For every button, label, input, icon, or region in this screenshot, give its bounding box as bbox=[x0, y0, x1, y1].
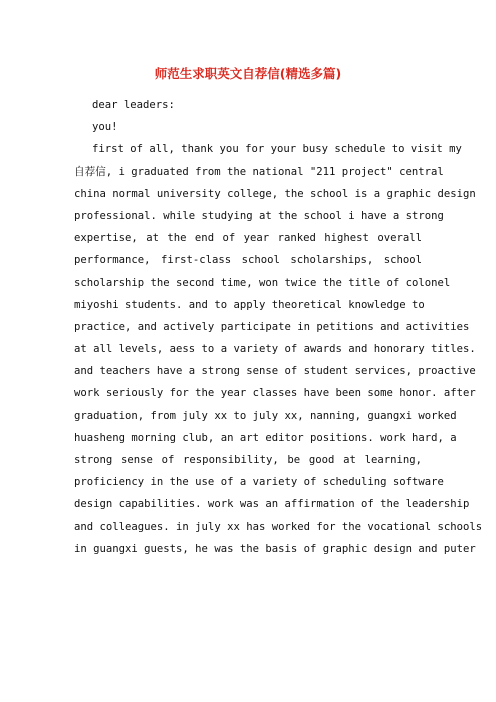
paragraph-line: expertise, at the end of year ranked highest overall bbox=[74, 232, 422, 245]
salutation-line: you! bbox=[92, 121, 118, 134]
paragraph-line: professional. while studying at the school i have a strong bbox=[74, 209, 444, 222]
paragraph-line: performance, first-class school scholarships, school bbox=[74, 254, 422, 267]
paragraph-line: scholarship the second time, won twice the title of colonel bbox=[74, 276, 451, 289]
paragraph-line: strong sense of responsibility, be good at learning, bbox=[74, 454, 422, 466]
greeting-line: dear leaders: bbox=[92, 99, 175, 111]
paragraph-line: at all levels, aess to a variety of awards and honorary titles. bbox=[74, 343, 476, 356]
document-title: 师范生求职英文自荐信(精选多篇) bbox=[154, 66, 342, 81]
paragraph-line: practice, and actively participate in petitions and activities bbox=[74, 320, 470, 333]
letter-body bbox=[74, 94, 483, 560]
paragraph-line: graduation, from july xx to july xx, nanning, guangxi worked bbox=[74, 409, 457, 422]
paragraph-line: design capabilities. work was an affirmation of the leadership bbox=[74, 498, 470, 511]
paragraph-line: proficiency in the use of a variety of scheduling software bbox=[74, 476, 444, 489]
paragraph-line: and colleagues. in july xx has worked for the vocational schools bbox=[74, 520, 483, 533]
paragraph-line: 自荐信, i graduated from the national "211 project" central bbox=[74, 165, 444, 178]
paragraph-line: in guangxi guests, he was the basis of graphic design and puter bbox=[74, 542, 476, 555]
paragraph-line: first of all, thank you for your busy schedule to visit my bbox=[92, 143, 462, 156]
paragraph-line: and teachers have a strong sense of student services, proactive bbox=[74, 365, 476, 378]
paragraph-line: china normal university college, the school is a graphic design bbox=[74, 187, 476, 200]
paragraph-line: miyoshi students. and to apply theoretical knowledge to bbox=[74, 298, 425, 311]
paragraph-line: work seriously for the year classes have been some honor. after bbox=[74, 387, 476, 400]
paragraph-line: huasheng morning club, an art editor positions. work hard, a bbox=[74, 431, 457, 444]
